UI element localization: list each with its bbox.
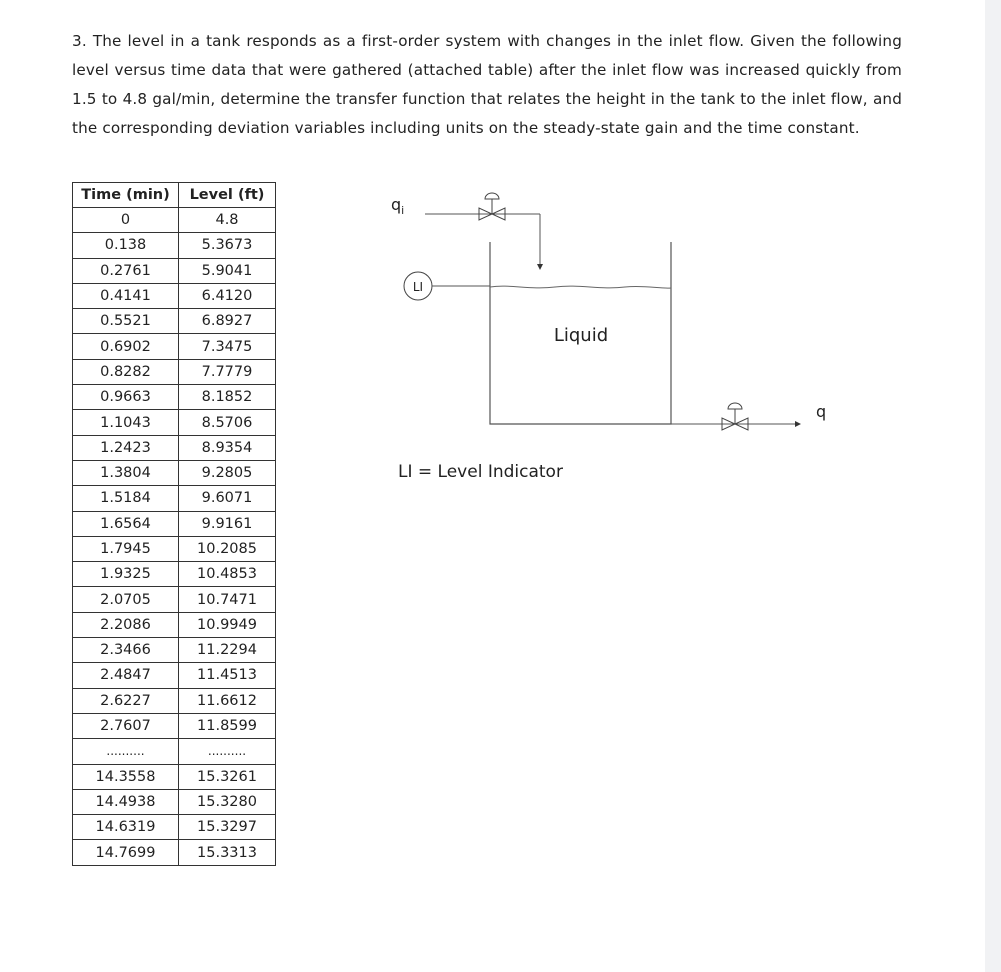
- outlet-arrow-icon: [795, 421, 801, 427]
- time-cell: ..........: [73, 739, 179, 764]
- level-cell: 10.4853: [179, 562, 276, 587]
- level-cell: 10.7471: [179, 587, 276, 612]
- level-cell: 5.9041: [179, 258, 276, 283]
- level-cell: 6.4120: [179, 283, 276, 308]
- time-cell: 1.5184: [73, 486, 179, 511]
- time-cell: 1.9325: [73, 562, 179, 587]
- level-cell: 10.9949: [179, 612, 276, 637]
- level-cell: 15.3313: [179, 840, 276, 865]
- liquid-label: Liquid: [553, 325, 609, 346]
- level-cell: 7.3475: [179, 334, 276, 359]
- level-cell: ..........: [179, 739, 276, 764]
- level-cell: 9.2805: [179, 460, 276, 485]
- level-indicator-label: LI: [412, 280, 424, 294]
- time-cell: 0.9663: [73, 385, 179, 410]
- time-cell: 0: [73, 208, 179, 233]
- time-cell: 14.7699: [73, 840, 179, 865]
- outlet-flow-label: q: [816, 402, 827, 421]
- level-cell: 9.6071: [179, 486, 276, 511]
- time-cell: 14.4938: [73, 789, 179, 814]
- problem-statement: 3. The level in a tank responds as a first-order system with changes in the inlet flow. Given the following level versus time data that were gathered (attached table) after the inlet flow was increased quickly from 1.5 to 4.8 gal/min, determine the transfer function that relates the height in the tank to the inlet flow, and the corresponding deviation variables including units on the steady-state gain and the time constant.: [72, 32, 902, 138]
- column-header-time: Time (min): [73, 183, 179, 208]
- liquid-surface: [490, 286, 671, 288]
- time-cell: 0.5521: [73, 309, 179, 334]
- time-cell: 1.6564: [73, 511, 179, 536]
- level-cell: 15.3297: [179, 815, 276, 840]
- time-cell: 2.4847: [73, 663, 179, 688]
- level-cell: 11.8599: [179, 713, 276, 738]
- time-cell: 2.3466: [73, 638, 179, 663]
- level-cell: 9.9161: [179, 511, 276, 536]
- legend-text: LI = Level Indicator: [398, 462, 563, 482]
- level-cell: 11.6612: [179, 688, 276, 713]
- level-cell: 6.8927: [179, 309, 276, 334]
- time-cell: 1.1043: [73, 410, 179, 435]
- inlet-flow-label: $q_i$: [391, 195, 405, 217]
- level-cell: 15.3261: [179, 764, 276, 789]
- level-cell: 8.5706: [179, 410, 276, 435]
- time-cell: 0.2761: [73, 258, 179, 283]
- inlet-arrow-icon: [537, 264, 543, 270]
- level-cell: 15.3280: [179, 789, 276, 814]
- time-cell: 1.3804: [73, 460, 179, 485]
- time-cell: 1.7945: [73, 536, 179, 561]
- outlet-valve-icon: [722, 403, 748, 430]
- level-cell: 10.2085: [179, 536, 276, 561]
- level-cell: 11.4513: [179, 663, 276, 688]
- time-cell: 0.138: [73, 233, 179, 258]
- time-cell: 0.4141: [73, 283, 179, 308]
- time-cell: 2.0705: [73, 587, 179, 612]
- time-cell: 0.6902: [73, 334, 179, 359]
- time-cell: 14.3558: [73, 764, 179, 789]
- time-cell: 0.8282: [73, 359, 179, 384]
- inlet-valve-icon: [479, 193, 505, 220]
- time-cell: 14.6319: [73, 815, 179, 840]
- time-cell: 2.6227: [73, 688, 179, 713]
- level-cell: 5.3673: [179, 233, 276, 258]
- level-cell: 7.7779: [179, 359, 276, 384]
- level-cell: 4.8: [179, 208, 276, 233]
- time-cell: 2.2086: [73, 612, 179, 637]
- time-cell: 2.7607: [73, 713, 179, 738]
- level-cell: 8.1852: [179, 385, 276, 410]
- time-cell: 1.2423: [73, 435, 179, 460]
- level-cell: 8.9354: [179, 435, 276, 460]
- column-header-level: Level (ft): [179, 183, 276, 208]
- level-cell: 11.2294: [179, 638, 276, 663]
